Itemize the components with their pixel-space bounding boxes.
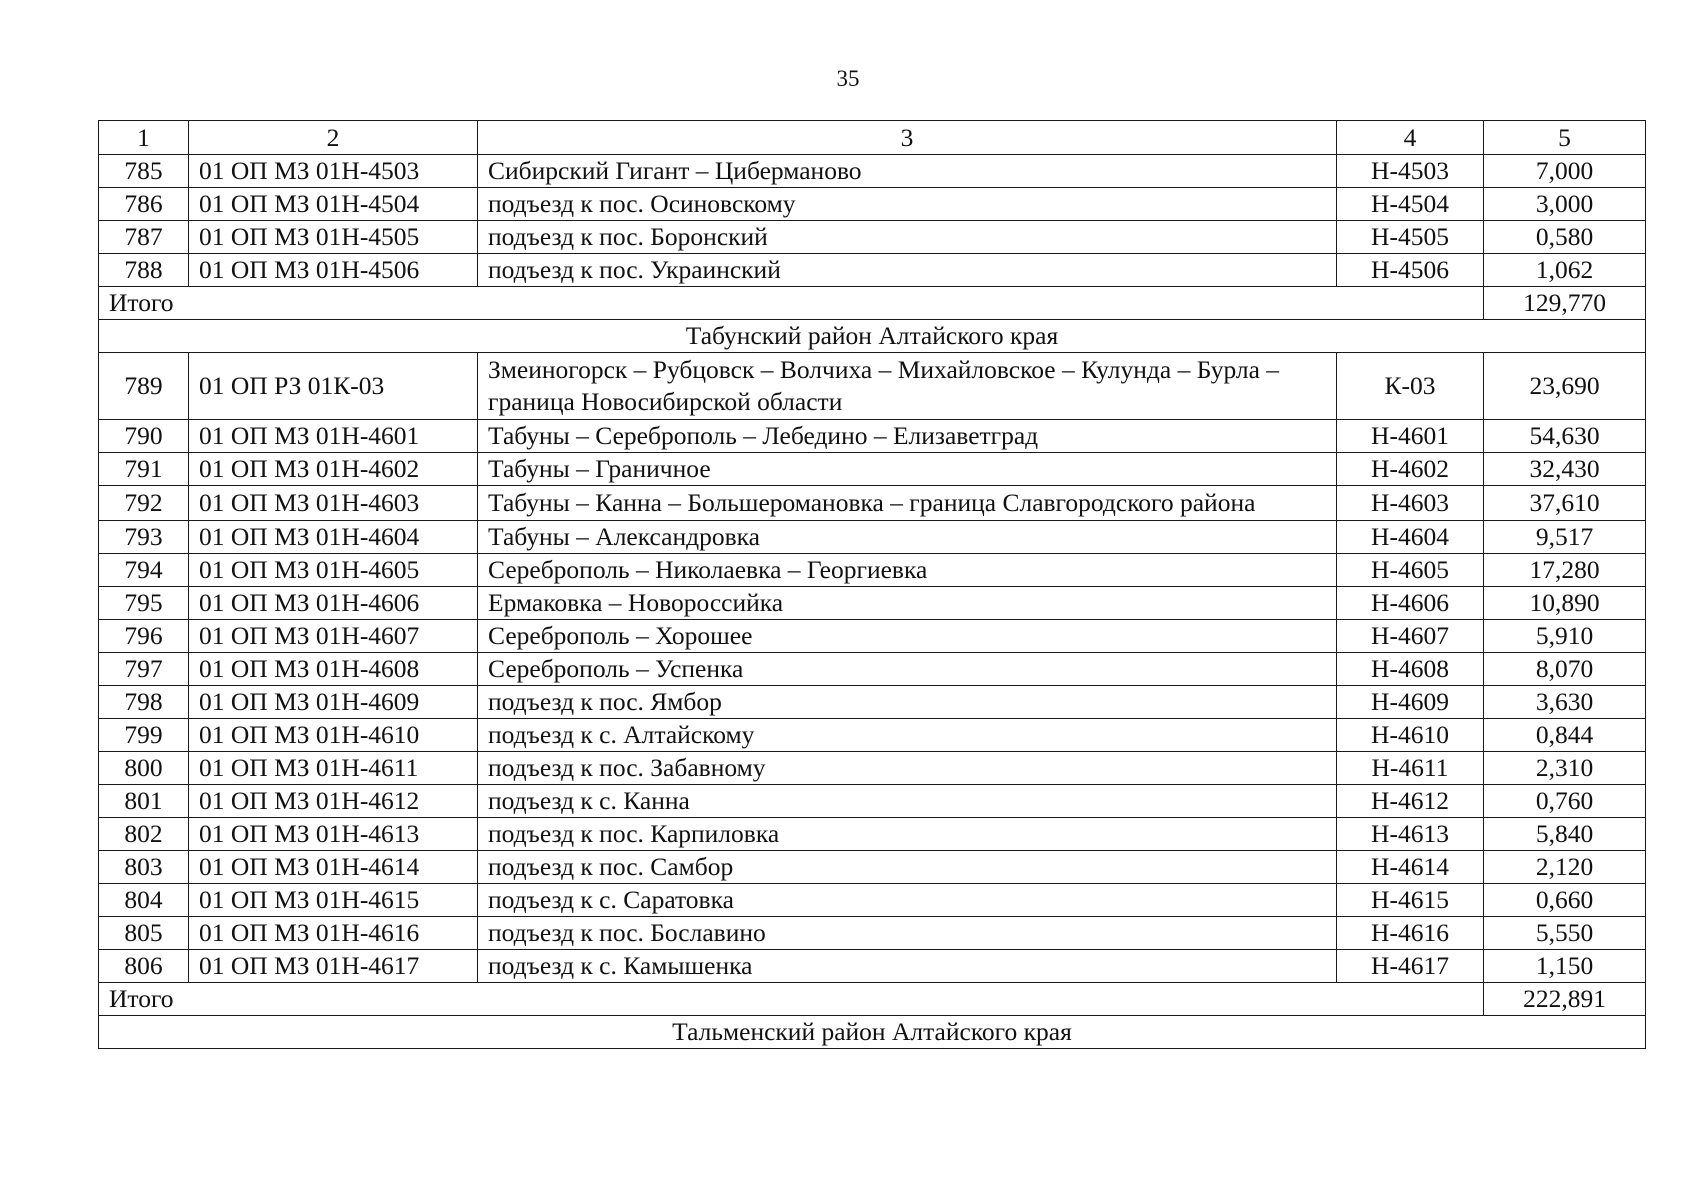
road-name-cell: Табуны – Сереброполь – Лебедино – Елизаветград <box>478 420 1337 453</box>
road-id-cell: 01 ОП МЗ 01Н-4608 <box>189 653 478 686</box>
row-number-cell: 799 <box>99 719 189 752</box>
road-id-cell: 01 ОП МЗ 01Н-4617 <box>189 950 478 983</box>
table-row <box>99 884 1646 917</box>
table-row <box>99 353 1646 420</box>
road-id-cell: 01 ОП МЗ 01Н-4612 <box>189 785 478 818</box>
row-number-cell: 798 <box>99 686 189 719</box>
table-row <box>99 719 1646 752</box>
road-name-cell: Табуны – Граничное <box>478 453 1337 486</box>
road-name-cell: подъезд к пос. Бославино <box>478 917 1337 950</box>
table-row <box>99 851 1646 884</box>
road-name-cell: Змеиногорск – Рубцовск – Волчиха – Михайловское – Кулунда – Бурла – граница Новосибирской области <box>478 353 1337 420</box>
section-header-row <box>99 320 1646 353</box>
road-name-cell: подъезд к с. Канна <box>478 785 1337 818</box>
section-title: Тальменский район Алтайского края <box>99 1016 1646 1049</box>
page-number: 35 <box>836 66 860 91</box>
road-name-cell: подъезд к с. Камышенка <box>478 950 1337 983</box>
road-length-cell: 2,120 <box>1484 851 1646 884</box>
road-length-cell: 3,630 <box>1484 686 1646 719</box>
road-length-cell: 2,310 <box>1484 752 1646 785</box>
road-length-cell: 3,000 <box>1484 188 1646 221</box>
row-number-cell: 795 <box>99 587 189 620</box>
road-length-cell: 54,630 <box>1484 420 1646 453</box>
road-name-cell: Сереброполь – Хорошее <box>478 620 1337 653</box>
row-number-cell: 794 <box>99 554 189 587</box>
road-index-cell: Н-4616 <box>1337 917 1484 950</box>
road-id-cell: 01 ОП МЗ 01Н-4604 <box>189 521 478 554</box>
road-id-cell: 01 ОП МЗ 01Н-4504 <box>189 188 478 221</box>
road-name-cell: подъезд к с. Алтайскому <box>478 719 1337 752</box>
row-number-cell: 793 <box>99 521 189 554</box>
table-row <box>99 818 1646 851</box>
table-row <box>99 917 1646 950</box>
road-id-cell: 01 ОП МЗ 01Н-4609 <box>189 686 478 719</box>
table-row <box>99 221 1646 254</box>
row-number-cell: 796 <box>99 620 189 653</box>
road-name-cell: Табуны – Канна – Большеромановка – граница Славгородского района <box>478 486 1337 521</box>
road-index-cell: Н-4603 <box>1337 486 1484 521</box>
road-id-cell: 01 ОП МЗ 01Н-4613 <box>189 818 478 851</box>
table-row <box>99 453 1646 486</box>
road-index-cell: Н-4607 <box>1337 620 1484 653</box>
road-index-cell: Н-4505 <box>1337 221 1484 254</box>
road-id-cell: 01 ОП МЗ 01Н-4601 <box>189 420 478 453</box>
road-id-cell: 01 ОП МЗ 01Н-4607 <box>189 620 478 653</box>
road-name-cell: Сереброполь – Николаевка – Георгиевка <box>478 554 1337 587</box>
table-row <box>99 521 1646 554</box>
header-cell-4: 4 <box>1337 121 1484 155</box>
road-id-cell: 01 ОП МЗ 01Н-4616 <box>189 917 478 950</box>
road-name-cell: подъезд к пос. Украинский <box>478 254 1337 287</box>
road-length-cell: 0,844 <box>1484 719 1646 752</box>
road-length-cell: 10,890 <box>1484 587 1646 620</box>
road-name-cell: Ермаковка – Новороссийка <box>478 587 1337 620</box>
road-name-cell: подъезд к пос. Ямбор <box>478 686 1337 719</box>
total-value: 222,891 <box>1484 983 1646 1016</box>
road-length-cell: 5,840 <box>1484 818 1646 851</box>
road-length-cell: 37,610 <box>1484 486 1646 521</box>
table-row <box>99 486 1646 521</box>
table-header-row <box>99 121 1646 155</box>
road-length-cell: 0,660 <box>1484 884 1646 917</box>
road-id-cell: 01 ОП МЗ 01Н-4611 <box>189 752 478 785</box>
road-index-cell: Н-4604 <box>1337 521 1484 554</box>
road-id-cell: 01 ОП МЗ 01Н-4605 <box>189 554 478 587</box>
header-cell-3: 3 <box>478 121 1337 155</box>
road-name-cell: подъезд к пос. Самбор <box>478 851 1337 884</box>
road-index-cell: Н-4609 <box>1337 686 1484 719</box>
row-number-cell: 805 <box>99 917 189 950</box>
table-row <box>99 155 1646 188</box>
road-index-cell: Н-4615 <box>1337 884 1484 917</box>
table-row <box>99 554 1646 587</box>
row-number-cell: 801 <box>99 785 189 818</box>
road-name-cell: Табуны – Александровка <box>478 521 1337 554</box>
roads-table <box>98 120 1646 1049</box>
road-length-cell: 17,280 <box>1484 554 1646 587</box>
road-id-cell: 01 ОП МЗ 01Н-4610 <box>189 719 478 752</box>
row-number-cell: 803 <box>99 851 189 884</box>
row-number-cell: 792 <box>99 486 189 521</box>
total-row <box>99 287 1646 320</box>
road-id-cell: 01 ОП МЗ 01Н-4503 <box>189 155 478 188</box>
row-number-cell: 802 <box>99 818 189 851</box>
road-name-cell: подъезд к пос. Забавному <box>478 752 1337 785</box>
header-cell-1: 1 <box>99 121 189 155</box>
table-row <box>99 686 1646 719</box>
road-index-cell: Н-4605 <box>1337 554 1484 587</box>
row-number-cell: 804 <box>99 884 189 917</box>
road-index-cell: Н-4617 <box>1337 950 1484 983</box>
road-length-cell: 9,517 <box>1484 521 1646 554</box>
road-index-cell: Н-4610 <box>1337 719 1484 752</box>
road-index-cell: Н-4602 <box>1337 453 1484 486</box>
row-number-cell: 786 <box>99 188 189 221</box>
road-index-cell: К-03 <box>1337 353 1484 420</box>
row-number-cell: 789 <box>99 353 189 420</box>
road-name-cell: подъезд к пос. Боронский <box>478 221 1337 254</box>
road-length-cell: 0,580 <box>1484 221 1646 254</box>
road-index-cell: Н-4601 <box>1337 420 1484 453</box>
row-number-cell: 797 <box>99 653 189 686</box>
table-row <box>99 950 1646 983</box>
table-row <box>99 785 1646 818</box>
road-index-cell: Н-4613 <box>1337 818 1484 851</box>
road-name-cell: подъезд к пос. Карпиловка <box>478 818 1337 851</box>
road-name-cell: Сибирский Гигант – Циберманово <box>478 155 1337 188</box>
road-id-cell: 01 ОП МЗ 01Н-4505 <box>189 221 478 254</box>
road-length-cell: 5,910 <box>1484 620 1646 653</box>
table-row <box>99 420 1646 453</box>
road-index-cell: Н-4506 <box>1337 254 1484 287</box>
road-length-cell: 1,150 <box>1484 950 1646 983</box>
total-label: Итого <box>99 287 1484 320</box>
row-number-cell: 790 <box>99 420 189 453</box>
road-length-cell: 7,000 <box>1484 155 1646 188</box>
table-body <box>99 121 1646 1049</box>
road-index-cell: Н-4606 <box>1337 587 1484 620</box>
road-name-cell: подъезд к с. Саратовка <box>478 884 1337 917</box>
total-row <box>99 983 1646 1016</box>
road-index-cell: Н-4503 <box>1337 155 1484 188</box>
row-number-cell: 806 <box>99 950 189 983</box>
header-cell-2: 2 <box>189 121 478 155</box>
table-row <box>99 587 1646 620</box>
road-length-cell: 1,062 <box>1484 254 1646 287</box>
total-label: Итого <box>99 983 1484 1016</box>
table-row <box>99 620 1646 653</box>
header-cell-5: 5 <box>1484 121 1646 155</box>
row-number-cell: 791 <box>99 453 189 486</box>
total-value: 129,770 <box>1484 287 1646 320</box>
road-index-cell: Н-4612 <box>1337 785 1484 818</box>
road-length-cell: 5,550 <box>1484 917 1646 950</box>
table-row <box>99 653 1646 686</box>
row-number-cell: 788 <box>99 254 189 287</box>
road-id-cell: 01 ОП МЗ 01Н-4606 <box>189 587 478 620</box>
section-header-row <box>99 1016 1646 1049</box>
road-length-cell: 0,760 <box>1484 785 1646 818</box>
table-row <box>99 752 1646 785</box>
road-index-cell: Н-4614 <box>1337 851 1484 884</box>
road-id-cell: 01 ОП МЗ 01Н-4602 <box>189 453 478 486</box>
row-number-cell: 785 <box>99 155 189 188</box>
road-length-cell: 8,070 <box>1484 653 1646 686</box>
road-index-cell: Н-4608 <box>1337 653 1484 686</box>
road-id-cell: 01 ОП МЗ 01Н-4614 <box>189 851 478 884</box>
road-length-cell: 23,690 <box>1484 353 1646 420</box>
table-row <box>99 254 1646 287</box>
section-title: Табунский район Алтайского края <box>99 320 1646 353</box>
road-id-cell: 01 ОП МЗ 01Н-4506 <box>189 254 478 287</box>
table-row <box>99 188 1646 221</box>
road-index-cell: Н-4611 <box>1337 752 1484 785</box>
road-id-cell: 01 ОП РЗ 01К-03 <box>189 353 478 420</box>
road-name-cell: Сереброполь – Успенка <box>478 653 1337 686</box>
road-id-cell: 01 ОП МЗ 01Н-4603 <box>189 486 478 521</box>
road-length-cell: 32,430 <box>1484 453 1646 486</box>
road-id-cell: 01 ОП МЗ 01Н-4615 <box>189 884 478 917</box>
road-name-cell: подъезд к пос. Осиновскому <box>478 188 1337 221</box>
road-index-cell: Н-4504 <box>1337 188 1484 221</box>
row-number-cell: 787 <box>99 221 189 254</box>
row-number-cell: 800 <box>99 752 189 785</box>
